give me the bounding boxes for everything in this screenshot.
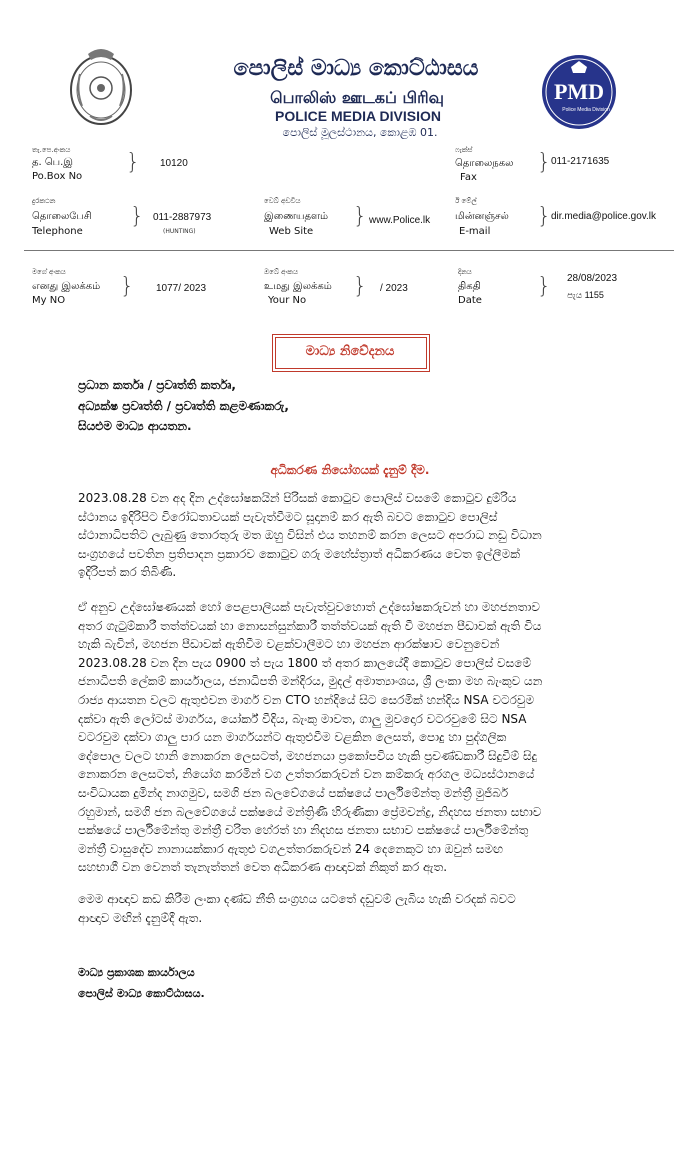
date-label-ta: திகதி [458, 281, 481, 292]
fax-label-ta: தொலைநகல [455, 158, 514, 169]
paragraph-line: 2023.08.28 වන දින පැය 0900 ත් පැය 1800 ත් අතර කාලයේදී කොටුව පොලිස් වසමේ [78, 655, 532, 670]
website-small-label: වෙබ් අඩවිය [264, 197, 301, 205]
header-title-english: POLICE MEDIA DIVISION [275, 108, 441, 124]
recipient-line: ප්‍රධාන කර්තෘ / ප්‍රවෘත්ති කර්තෘ, [78, 378, 236, 392]
paragraph-line: මන්ත්‍රී වාසුදේව නානායක්කාර ඇතුළු වගඋත්තරකරුවන් 24 දෙනෙකුට හා ඔවුන් සමඟ [78, 841, 504, 856]
website-label-ta: இணையதளம் [264, 211, 329, 222]
your-no-brace: } [353, 274, 367, 299]
paragraph-2 [78, 598, 636, 877]
telephone-small-label: දුරකථන [32, 197, 56, 205]
paragraph-1 [78, 489, 636, 582]
paragraph-line: අතර ගැටුම්කාරී තත්ත්වයක් හා නොසන්සුන්කාරී තත්ත්වයක් ඇති වී මහජන පීඩාවක් ඇති විය [78, 618, 542, 633]
date-brace: } [537, 274, 551, 299]
paragraph-3 [78, 890, 636, 927]
telephone-brace: } [130, 204, 144, 229]
paragraph-line: පක්ෂයේ පාර්ලිමේන්තු මන්ත්‍රී චරිත හේරත් හා නිදහස ජනතා සභාව පක්ෂයේ පාර්ලිමේන්තු [78, 823, 529, 838]
fax-label-en: Fax [460, 172, 477, 183]
svg-text:PMD: PMD [553, 79, 605, 104]
paragraph-line: සංවිධායක දුමින්ද නාගමුව, සමගි ජන බලවේගයේ පක්ෂයේ පාර්ලිමේන්තු මන්ත්‍රී මුජිබර් [78, 785, 509, 800]
paragraph-line: සංග්‍රහයේ පවතින ප්‍රතිපාදන ප්‍රකාරව කොටුව ගරු මහේස්ත්‍රාත් අධිකරණය වෙත ඉල්ලීමක් [78, 546, 520, 561]
website-brace: } [353, 204, 367, 229]
header-title-sinhala: පොලිස් මාධ්‍ය කොට්ඨාසය [233, 56, 479, 81]
email-value[interactable]: dir.media@police.gov.lk [551, 211, 657, 222]
paragraph-line: හැකි බැවින්, මහජන පීඩාවක් ඇතිවීම වළක්වාලීමට හා මහජන ආරක්ෂාව වෙනුවෙන් [78, 637, 500, 652]
email-label-ta: மின்னஞ்சல் [455, 211, 509, 222]
fax-small-label: ෆැක්ස් [455, 146, 473, 154]
telephone-label-ta: தொலைபேசி [32, 211, 92, 222]
paragraph-line: දක්වා ඇති ලෝටස් මාර්ගය, යෝර්ක් වීදිය, බැංකු මාවත, ගාලු මුවදොර වටරවුමේ සිට NSA [78, 711, 527, 726]
signature-line: පොලිස් මාධ්‍ය කොට්ඨාසය. [78, 987, 205, 1000]
my-no-brace: } [120, 274, 134, 299]
paragraph-line: වටරවුම දක්වා ගාලු පාර යන මාර්ගයන්ට ඇතුළුවීම වළකින ලෙසත්, පොදු හා පුද්ගලික [78, 730, 507, 745]
paragraph-line: මෙම ආඥාව කඩ කිරීම ලංකා දණ්ඩ නීති සංග්‍රහය යටතේ දඩුවම් ලැබිය හැකි වරදක් බවට [78, 892, 516, 906]
paragraph-line: ස්ථානය ඉදිරිපිට විරෝධතාවයක් පැවැත්වීමට සූදානම් කර ඇති බවට කොටුව පොලිස් [78, 509, 498, 524]
my-no-value: 1077/ 2023 [156, 283, 207, 294]
your-no-label-en: Your No [268, 295, 307, 306]
paragraph-line: ජනාධිපති ලේකම් කාර්යාලය, ජනාධිපති මන්දිරය, මුදල් අමාත්‍යාංශය, ශ්‍රී ලංකා මහ බැංකුව යන [78, 674, 543, 689]
paragraph-line: 2023.08.28 වන අද දින උද්ඝෝෂකයින් පිරිසක් කොටුව පොලිස් වසමේ කොටුව දුම්රිය [78, 491, 517, 505]
telephone-value: 011-2887973 [153, 212, 212, 223]
pobox-brace: } [126, 150, 140, 175]
my-no-label-ta: எனது இலக்கம் [32, 281, 101, 292]
telephone-hunting-note: (HUNTING) [163, 228, 196, 235]
header-address: පොලිස් මූලස්ථානය, කොළඹ 01. [282, 126, 438, 139]
your-no-small-label: ඔබේ අංකය [264, 268, 298, 276]
paragraph-line: ඉදිරිපත් කර තිබිණි. [78, 565, 177, 580]
pobox-label-ta: த. பெ.இ [32, 157, 74, 168]
email-brace: } [537, 204, 551, 229]
email-small-label: ඊ මේල් [455, 197, 477, 205]
your-no-label-ta: உமது இலக்கம் [264, 281, 332, 292]
fax-value: 011-2171635 [551, 156, 610, 167]
pobox-small-label: තැ.පෙ.අංකය [32, 146, 71, 154]
pobox-value: 10120 [160, 158, 188, 169]
date-time-value: පැය 1155 [567, 290, 604, 300]
notice-title: මාධ්‍ය නිවේදනය [305, 344, 395, 359]
svg-text:Police Media Division: Police Media Division [562, 107, 610, 113]
telephone-label-en: Telephone [32, 226, 83, 237]
paragraph-line: රාජ්‍ය ආයතන වලට ඇතුළුවන මාර්ග වන CTO හන්දියේ සිට සෙරමික් හන්දිය NSA වටරවුම [78, 692, 535, 707]
pobox-label-en: Po.Box No [32, 171, 83, 182]
date-value: 28/08/2023 [567, 273, 618, 284]
subject-heading: අධිකරණ නියෝගයක් දැනුම් දීම. [270, 463, 430, 477]
website-value[interactable]: www.Police.lk [369, 215, 431, 226]
signature-line: මාධ්‍ය ප්‍රකාශක කාර්යාලය [78, 966, 195, 979]
my-no-label-en: My NO [32, 295, 66, 306]
recipient-line: අධ්‍යක්ෂ ප්‍රවෘත්ති / ප්‍රවෘත්ති කළමණාකරු, [78, 399, 289, 413]
recipient-line: සියළුම මාධ්‍ය ආයතන. [78, 419, 192, 433]
paragraph-line: දේපොල වලට හානි නොකරන ලෙසටත්, මහජනයා ප්‍රකෝපවිය හැකි ප්‍රචණ්ඩකාරී සිදුවීම් සිදු [78, 748, 537, 763]
paragraph-line: සහභාගී වන වෙනත් තැනැත්තන් වෙත අධිකරණ ආඥාවක් නිකුත් කර ඇත. [78, 860, 448, 875]
paragraph-line: රහුමාන්, සමගි ජන බලවේගයේ පක්ෂයේ මන්ත්‍රිණී හිරුණිකා ප්‍රේමචන්ද්‍ර, නිදහස ජනතා සභාව [78, 804, 542, 819]
date-small-label: දිනය [458, 268, 472, 276]
divider-line-1 [24, 250, 674, 251]
header-title-tamil: பொலிஸ் ஊடகப் பிரிவு [270, 88, 444, 107]
your-no-value: / 2023 [380, 283, 408, 294]
paragraph-line: ඒ අනුව උද්ඝෝෂණයක් හෝ පෙළපාලියක් පැවැත්වුවහොත් උද්ඝෝෂකරුවන් හා මහජනතාව [78, 600, 540, 614]
paragraph-line: ස්ථානාධිපතිට ලැබුණු තොරතුරු මත ඔහු විසින් එය තහනම් කරන ලෙසට අපරාධ නඩු විධාන [78, 528, 542, 543]
paragraph-line: ආඥාව මඟින් දැනුම්දී ඇත. [78, 910, 203, 925]
website-label-en: Web Site [269, 226, 314, 237]
date-label-en: Date [458, 295, 482, 306]
paragraph-line: නොකරන ලෙසටත්, නියෝග කරමින් වග උත්තරකරුවන් වන කම්කරු අරගල මධ්‍යස්ථානයේ [78, 767, 535, 782]
email-label-en: E-mail [459, 226, 491, 237]
my-no-small-label: මගේ අංකය [32, 268, 66, 276]
fax-brace: } [537, 150, 551, 175]
